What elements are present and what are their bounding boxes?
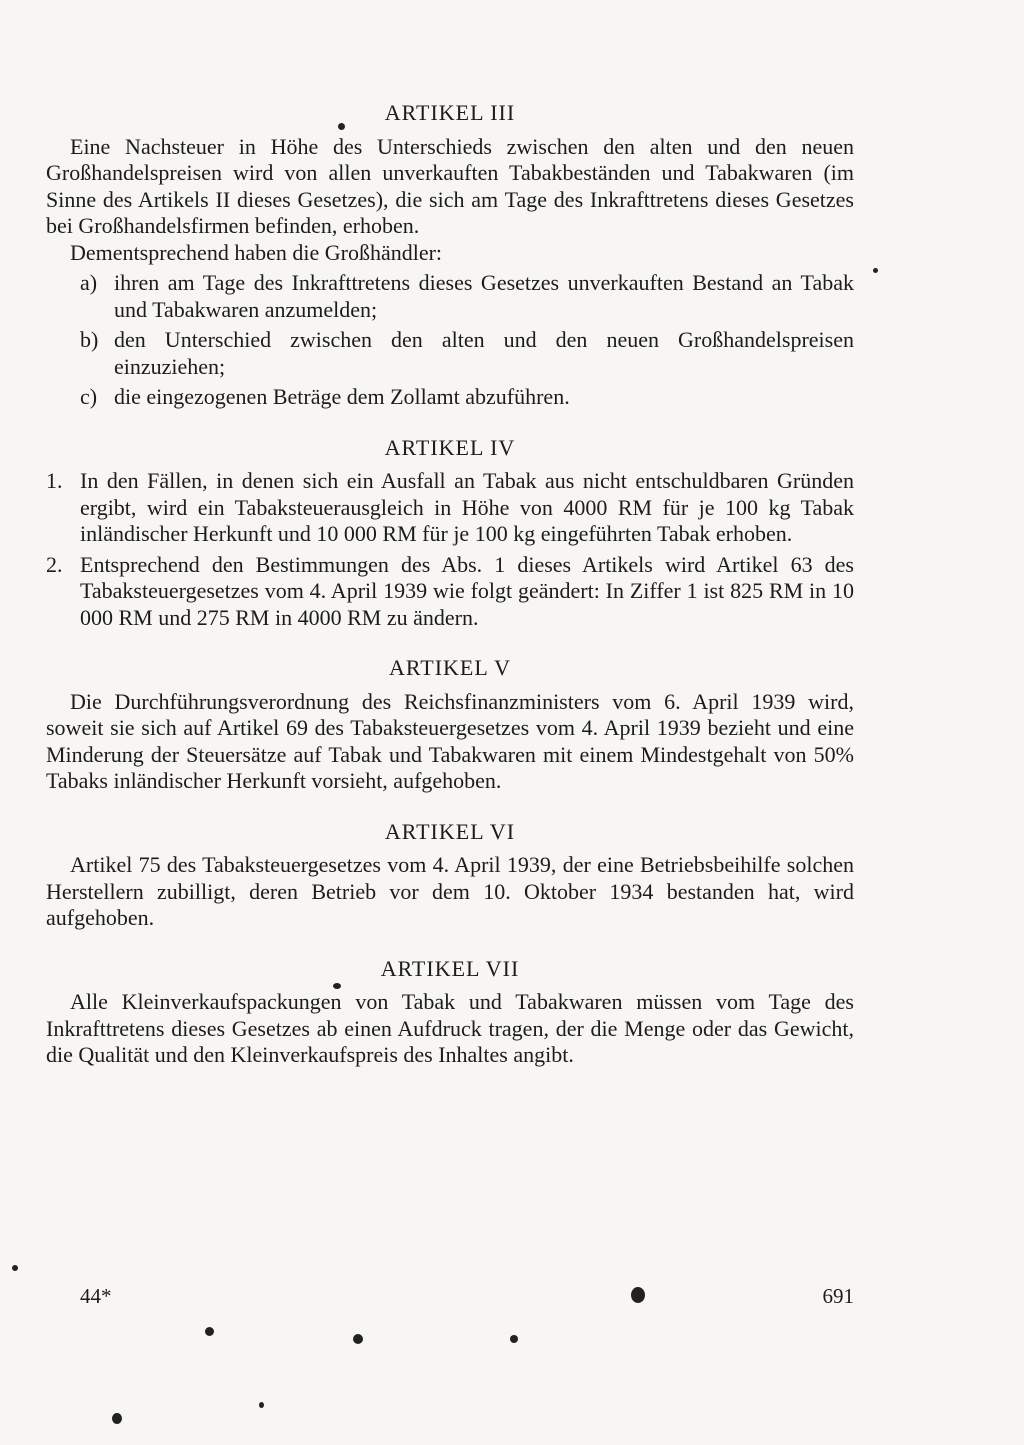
item-label: a) [80,270,98,295]
article-4-item-2 [46,552,854,632]
scan-speck [333,983,341,989]
article-6-paragraph: Artikel 75 des Tabaksteuergesetzes vom 4. April 1939, der eine Betriebsbeihilfe solchen Herstellern zubilligt, deren Betrieb vor dem 10. Oktober 1934 bestanden hat, wird aufgehoben. [46,852,854,930]
article-3-paragraph-2: Dementsprechend haben die Großhändler: [70,239,443,265]
article-6-heading: ARTIKEL VI [384,818,516,844]
signature-mark: 44* [80,1284,112,1308]
scan-speck [510,1335,518,1343]
article-7-heading: ARTIKEL VII [380,955,520,981]
scan-speck [12,1265,18,1271]
item-text: die eingezogenen Beträge dem Zollamt abzuführen. [114,384,570,409]
article-3-item-a [46,270,854,323]
article-7-paragraph: Alle Kleinverkaufspackungen von Tabak und Tabakwaren müssen vom Tage des Inkrafttretens dieses Gesetzes ab einen Aufdruck tragen, der die Menge oder das Gewicht, die Qualität und den Kleinverkaufspreis des Inhaltes angibt. [46,989,854,1067]
article-4-heading: ARTIKEL IV [384,434,516,460]
item-text: den Unterschied zwischen den alten und den neuen Großhandelspreisen einzuziehen; [114,327,854,379]
item-label: 1. [46,468,63,493]
scan-speck [259,1402,264,1408]
scan-speck [353,1334,363,1344]
item-label: 2. [46,551,63,577]
scan-speck [338,123,345,130]
item-text: In den Fällen, in denen sich ein Ausfall an Tabak aus nicht entschuldbaren Gründen ergibt, wird ein Tabaksteuerausgleich in Höhe von 4000 RM für je 100 kg Tabak inländischer Herkunft und 10 000 RM für je 100 kg eingeführten Tabak erhoben. [80,468,854,546]
page-number: 691 [822,1284,854,1308]
article-3-heading: ARTIKEL III [384,100,516,125]
scan-speck [205,1327,214,1336]
article-3-item-b [46,327,854,380]
scan-speck [873,268,878,273]
scan-speck [631,1287,645,1303]
item-label: b) [80,327,99,352]
article-5-paragraph: Die Durchführungsverordnung des Reichsfinanzministers vom 6. April 1939 wird, soweit sie sich auf Artikel 69 des Tabaksteuergesetzes vom 4. April 1939 bezieht und eine Minderung der Steuersätze auf Tabak und Tabakwaren mit einem Mindestgehalt von 50% Tabaks inländischer Herkunft vorsieht, aufgehoben. [46,688,854,793]
article-3-paragraph-1: Eine Nachsteuer in Höhe des Unterschieds zwischen den alten und den neuen Großhandelspreisen wird von allen unverkauften Tabakbeständen und Tabakwaren (im Sinne des Artikels II dieses Gesetzes), die sich am Tage des Inkrafttretens dieses Gesetzes bei Großhandelsfirmen befinden, erhoben. [46,133,854,238]
article-4-item-1 [46,468,854,548]
scan-speck [112,1413,122,1424]
item-label: c) [80,384,98,409]
page-footer [80,1284,854,1309]
document-page [46,100,854,1069]
item-text: Entsprechend den Bestimmungen des Abs. 1 dieses Artikels wird Artikel 63 des Tabaksteuergesetzes vom 4. April 1939 wie folgt geändert: In Ziffer 1 ist 825 RM in 10 000 RM und 275 RM in 4000 RM zu ändern. [80,551,854,630]
article-5-heading: ARTIKEL V [389,655,511,680]
article-3-item-c [46,384,854,411]
item-text: ihren am Tage des Inkrafttretens dieses Gesetzes unverkauften Bestand an Tabak und Tabakwaren anzumelden; [114,270,854,322]
